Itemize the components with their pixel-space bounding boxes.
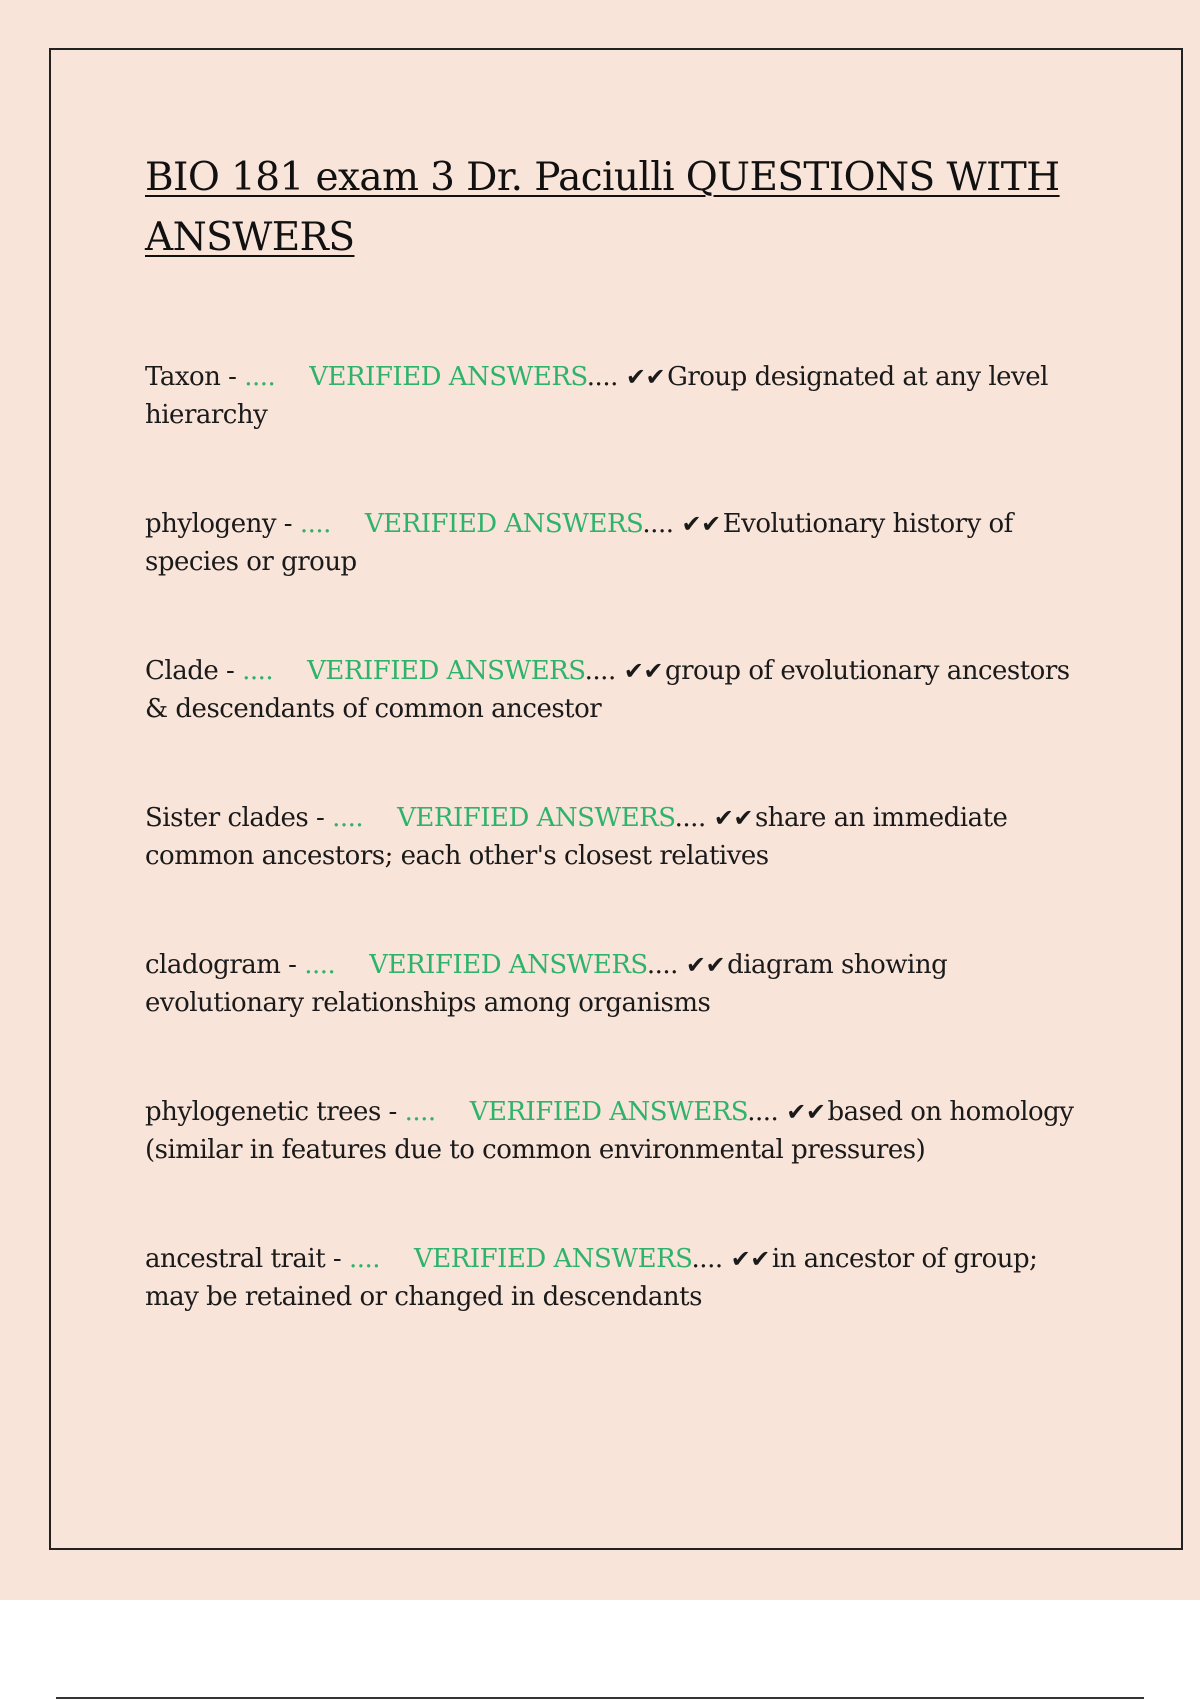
- entry-definition: share an immediate common ancestors; each other's closest relatives: [145, 803, 1008, 871]
- entry-term: phylogeny: [145, 509, 277, 539]
- entry-separator: -: [280, 950, 305, 980]
- entry-definition: diagram showing evolutionary relationships among organisms: [145, 950, 948, 1018]
- entry-separator: -: [218, 656, 243, 686]
- entry-definition: based on homology (similar in features due to common environmental pressures): [145, 1097, 1074, 1165]
- verified-answers-label: VERIFIED ANSWERS: [414, 1244, 692, 1274]
- entry-term: Sister clades: [145, 803, 309, 833]
- entry-definition: group of evolutionary ancestors & descendants of common ancestor: [145, 656, 1070, 724]
- entry-trail-dots: ....: [674, 803, 706, 833]
- entry-term: Taxon: [145, 362, 221, 392]
- entry-definition: in ancestor of group; may be retained or changed in descendants: [145, 1244, 1038, 1312]
- entry-trail-dots: ....: [747, 1097, 779, 1127]
- qa-entry-cladogram: [145, 946, 1095, 1093]
- double-check-icon: ✔✔: [681, 510, 721, 538]
- entry-term: cladogram: [145, 950, 281, 980]
- verified-answers-label: VERIFIED ANSWERS: [307, 656, 585, 686]
- double-check-icon: ✔✔: [786, 1098, 826, 1126]
- entry-lead-dots: ....: [304, 950, 336, 980]
- entry-lead-dots: ....: [348, 1244, 381, 1274]
- verified-answers-label: VERIFIED ANSWERS: [397, 803, 675, 833]
- entry-definition: Group designated at any level hierarchy: [145, 362, 1048, 430]
- entry-lead-dots: ....: [299, 509, 331, 539]
- double-check-icon: ✔✔: [685, 951, 726, 979]
- qa-entry-taxon: [145, 358, 1095, 505]
- entry-separator: -: [380, 1097, 405, 1127]
- entry-lead-dots: ....: [242, 656, 274, 686]
- double-check-icon: ✔✔: [730, 1245, 770, 1273]
- entry-separator: -: [325, 1244, 349, 1274]
- double-check-icon: ✔✔: [623, 657, 663, 685]
- qa-entry-clade: [145, 652, 1095, 799]
- entry-trail-dots: ....: [691, 1244, 723, 1274]
- entry-lead-dots: ....: [332, 803, 364, 833]
- entry-separator: -: [220, 362, 245, 392]
- qa-entry-phylogeny: [145, 505, 1095, 652]
- entry-trail-dots: ....: [586, 362, 618, 392]
- double-check-icon: ✔✔: [713, 804, 753, 832]
- document-title: BIO 181 exam 3 Dr. Paciulli QUESTIONS WITH ANSWERS: [145, 155, 1060, 260]
- entry-trail-dots: ....: [646, 950, 678, 980]
- entry-trail-dots: ....: [584, 656, 616, 686]
- entry-lead-dots: ....: [244, 362, 276, 392]
- entry-term: ancestral trait: [145, 1244, 326, 1274]
- double-check-icon: ✔✔: [625, 363, 666, 391]
- entry-separator: -: [308, 803, 333, 833]
- entry-definition: Evolutionary history of species or group: [145, 509, 1013, 577]
- entry-term: Clade: [145, 656, 219, 686]
- entry-separator: -: [276, 509, 300, 539]
- verified-answers-label: VERIFIED ANSWERS: [469, 1097, 748, 1127]
- verified-answers-label: VERIFIED ANSWERS: [364, 509, 643, 539]
- qa-list: [145, 358, 1095, 1387]
- footer-divider: [56, 1697, 1144, 1699]
- verified-answers-label: VERIFIED ANSWERS: [369, 950, 647, 980]
- qa-entry-ancestral-trait: [145, 1240, 1095, 1387]
- entry-term: phylogenetic trees: [145, 1097, 381, 1127]
- verified-answers-label: VERIFIED ANSWERS: [309, 362, 587, 392]
- entry-lead-dots: ....: [404, 1097, 436, 1127]
- qa-entry-sister-clades: [145, 799, 1095, 946]
- entry-trail-dots: ....: [642, 509, 674, 539]
- qa-entry-phylogenetic-trees: [145, 1093, 1095, 1240]
